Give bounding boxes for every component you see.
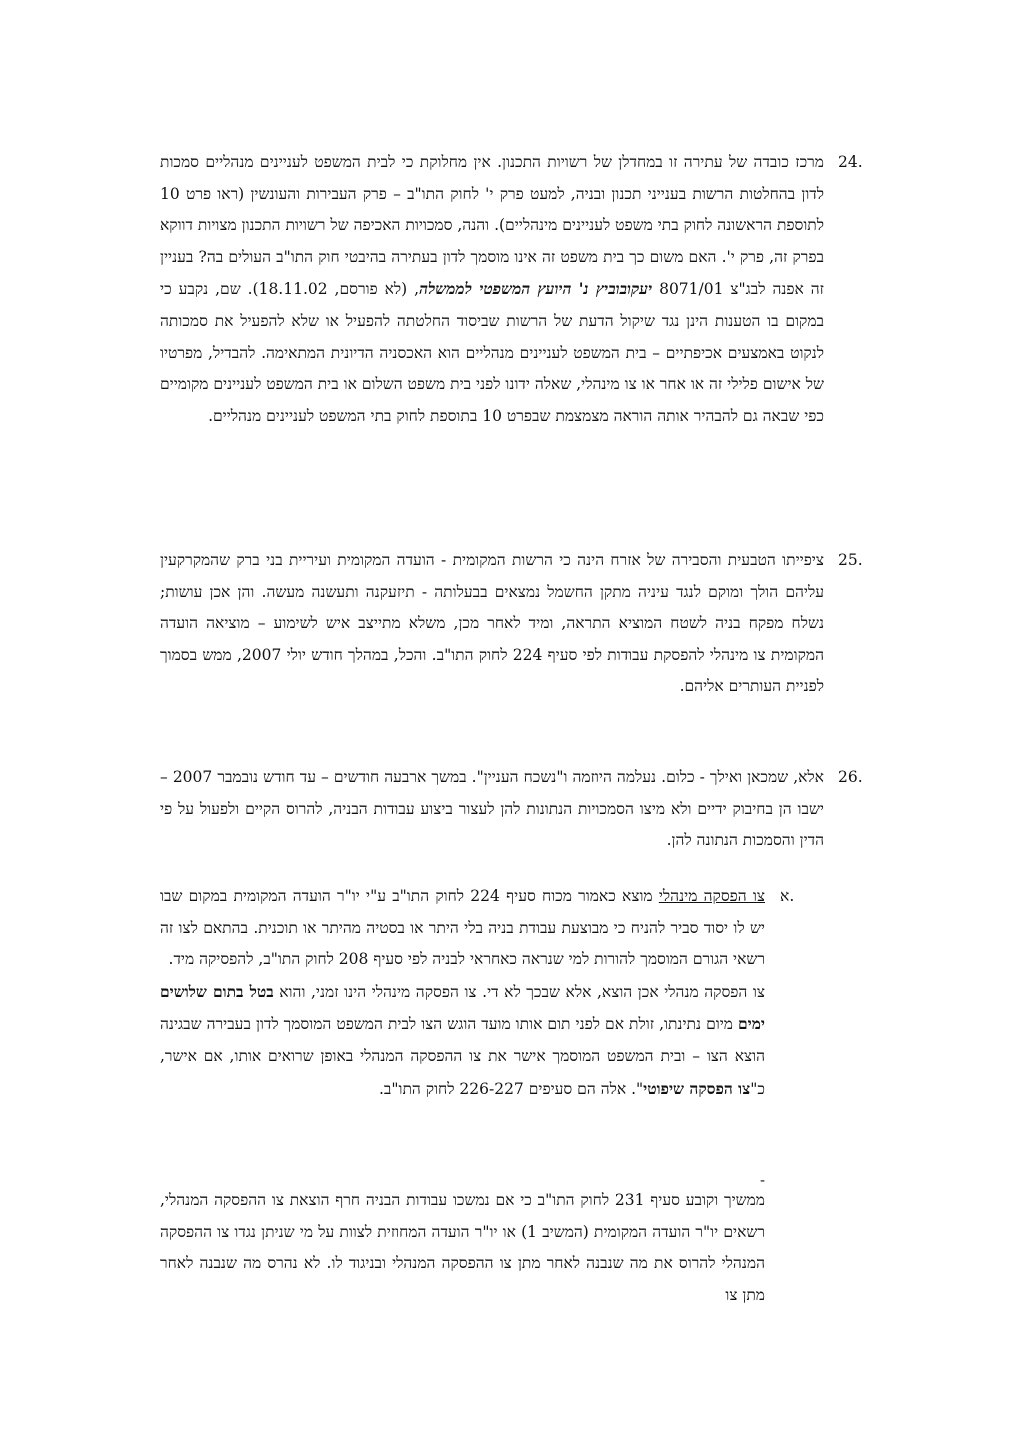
closing-paragraph	[160, 1185, 765, 1311]
bold-phrase-30-days: בטל בתום שלושים ימים	[160, 981, 765, 1034]
underlined-term: צו הפסקה מינהלי	[658, 887, 765, 905]
subsection-a-text1: מוצא כאמור מכוח סעיף 224 לחוק התו"ב ע"י יו"ר הועדה המקומית במקום שבו יש לו יסוד סביר להניח כי מבוצעת עבודת בניה בלי היתר או בסטיה מהיתר או תוכנית. בהתאם לצו זה רשאי הגורם המוסמך להורות למי שנראה כאחראי לבניה לפי סעיף 208 לחוק התו"ב, להפסיקה מיד.	[160, 887, 765, 969]
subsection-number-a: א.	[780, 887, 795, 905]
section-number-25: 25.	[838, 551, 863, 569]
subsection-a-text2: צו הפסקה מנהלי אכן הוצא, אלא שבכך לא די. צו הפסקה מינהלי הינו זמני, והוא	[273, 982, 765, 1001]
closing-text: ממשיך וקובע סעיף 231 לחוק התו"ב כי אם נמשכו עבודות הבניה חרף הוצאת צו ההפסקה המנהלי, רשאים יו"ר הועדה המקומית (המשיב 1) או יו"ר הועדה המחוזית לצוות על מי שניתן נגדו צו ההפסקה המנהלי להרוס את מה שנבנה לאחר מתן צו ההפסקה המנהלי ובניגוד לו. לא נהרס מה שנבנה לאחר מתן צו	[160, 1191, 765, 1304]
section-number-26: 26.	[838, 768, 863, 786]
case-name-bold: יעקובוביץ נ' היועץ המשפטי לממשלה	[419, 279, 653, 299]
section-24-text-part1: מרכז כובדה של עתירה זו במחדלן של רשויות התכנון. אין מחלוקת כי לבית המשפט לעניינים מנהליים סמכות לדון בהחלטות הרשות בענייני תכנון ובניה, למעט פרק י' לחוק התו"ב – פרק העבירות והעונשין (ראו פרט 10 לתוספת הראשונה לחוק בתי משפט לעניינים מינהליים). והנה, סמכויות האכיפה של רשויות התכנון מצויות דווקא בפרק זה, פרק י'. האם משום כך בית משפט זה אינו מוסמך לדון בעתירה בהיבטי חוק התו"ב העולים בה? בעניין זה אפנה לבג"צ 8071/01	[160, 153, 824, 299]
section-25-paragraph	[160, 545, 824, 703]
section-26-paragraph	[160, 762, 824, 857]
subsection-a-text3: מיום נתינתו, זולת אם לפני תום אותו מועד הוגש הצו לבית המשפט המוסמך לדון בעבירה שבגינה הוצא הצו – ובית המשפט המוסמך אישר את צו ההפסקה המנהלי באופן שרואים אותו, אם אישר, כ"	[160, 1015, 765, 1098]
section-25-text: ציפייתו הטבעית והסבירה של אזרח הינה כי הרשות המקומית - הועדה המקומית ועיריית בני ברק שהמקרקעין עליהם הולך ומוקם לנגד עיניה מתקן החשמל נמצאים בבעלותה - תיזעקנה ותעשנה מעשה. והן אכן עושות; נשלח מפקח בניה לשטח המוציא התראה, ומיד לאחר מכן, משלא מתייצב איש לשימוע – מוציאה הועדה המקומית צו מינהלי להפסקת עבודות לפי סעיף 224 לחוק התו"ב. והכל, במהלך חודש יולי 2007, ממש בסמוך לפניית העותרים אליהם.	[160, 551, 824, 696]
bold-phrase-judicial-order: צו הפסקה שיפוטי	[643, 1078, 751, 1098]
section-26-text: אלא, שמכאן ואילך - כלום. נעלמה היוזמה ו"נשכח העניין". במשך ארבעה חודשים – עד חודש נובמבר 2007 – ישבו הן בחיבוק ידיים ולא מיצו הסמכויות הנתונות להן לעצור ביצוע עבודות הבניה, להרוס הקיים ולפעול על פי הדין והסמכות הנתונה להן.	[160, 768, 824, 850]
dash-mark: -	[760, 1171, 766, 1189]
section-24-text-part2: , (לא פורסם, 18.11.02). שם, נקבע כי במקום בו הטענות הינן נגד שיקול הדעת של הרשות שביסוד החלטתה להפעיל או שלא להפעיל את סמכותה לנקוט באמצעים אכיפתיים – בית המשפט לעניינים מנהליים הוא האכסניה הדיונית המתאימה. להבדיל, מפרטיו של אישום פלילי זה או אחר או צו מינהלי, שאלה ידונו לפני בית משפט השלום או בית המשפט לעניינים מקומיים כפי שבאה גם להבהיר אותה הוראה מצמצמת שבפרט 10 בתוספת לחוק בתי המשפט לעניינים מנהליים.	[159, 280, 824, 425]
section-number-24: 24.	[838, 153, 863, 171]
subsection-a-text4: ". אלה הם סעיפים 226-227 לחוק התו"ב.	[378, 1079, 644, 1098]
section-24-paragraph	[160, 147, 824, 432]
subsection-a-paragraph	[160, 881, 765, 1105]
